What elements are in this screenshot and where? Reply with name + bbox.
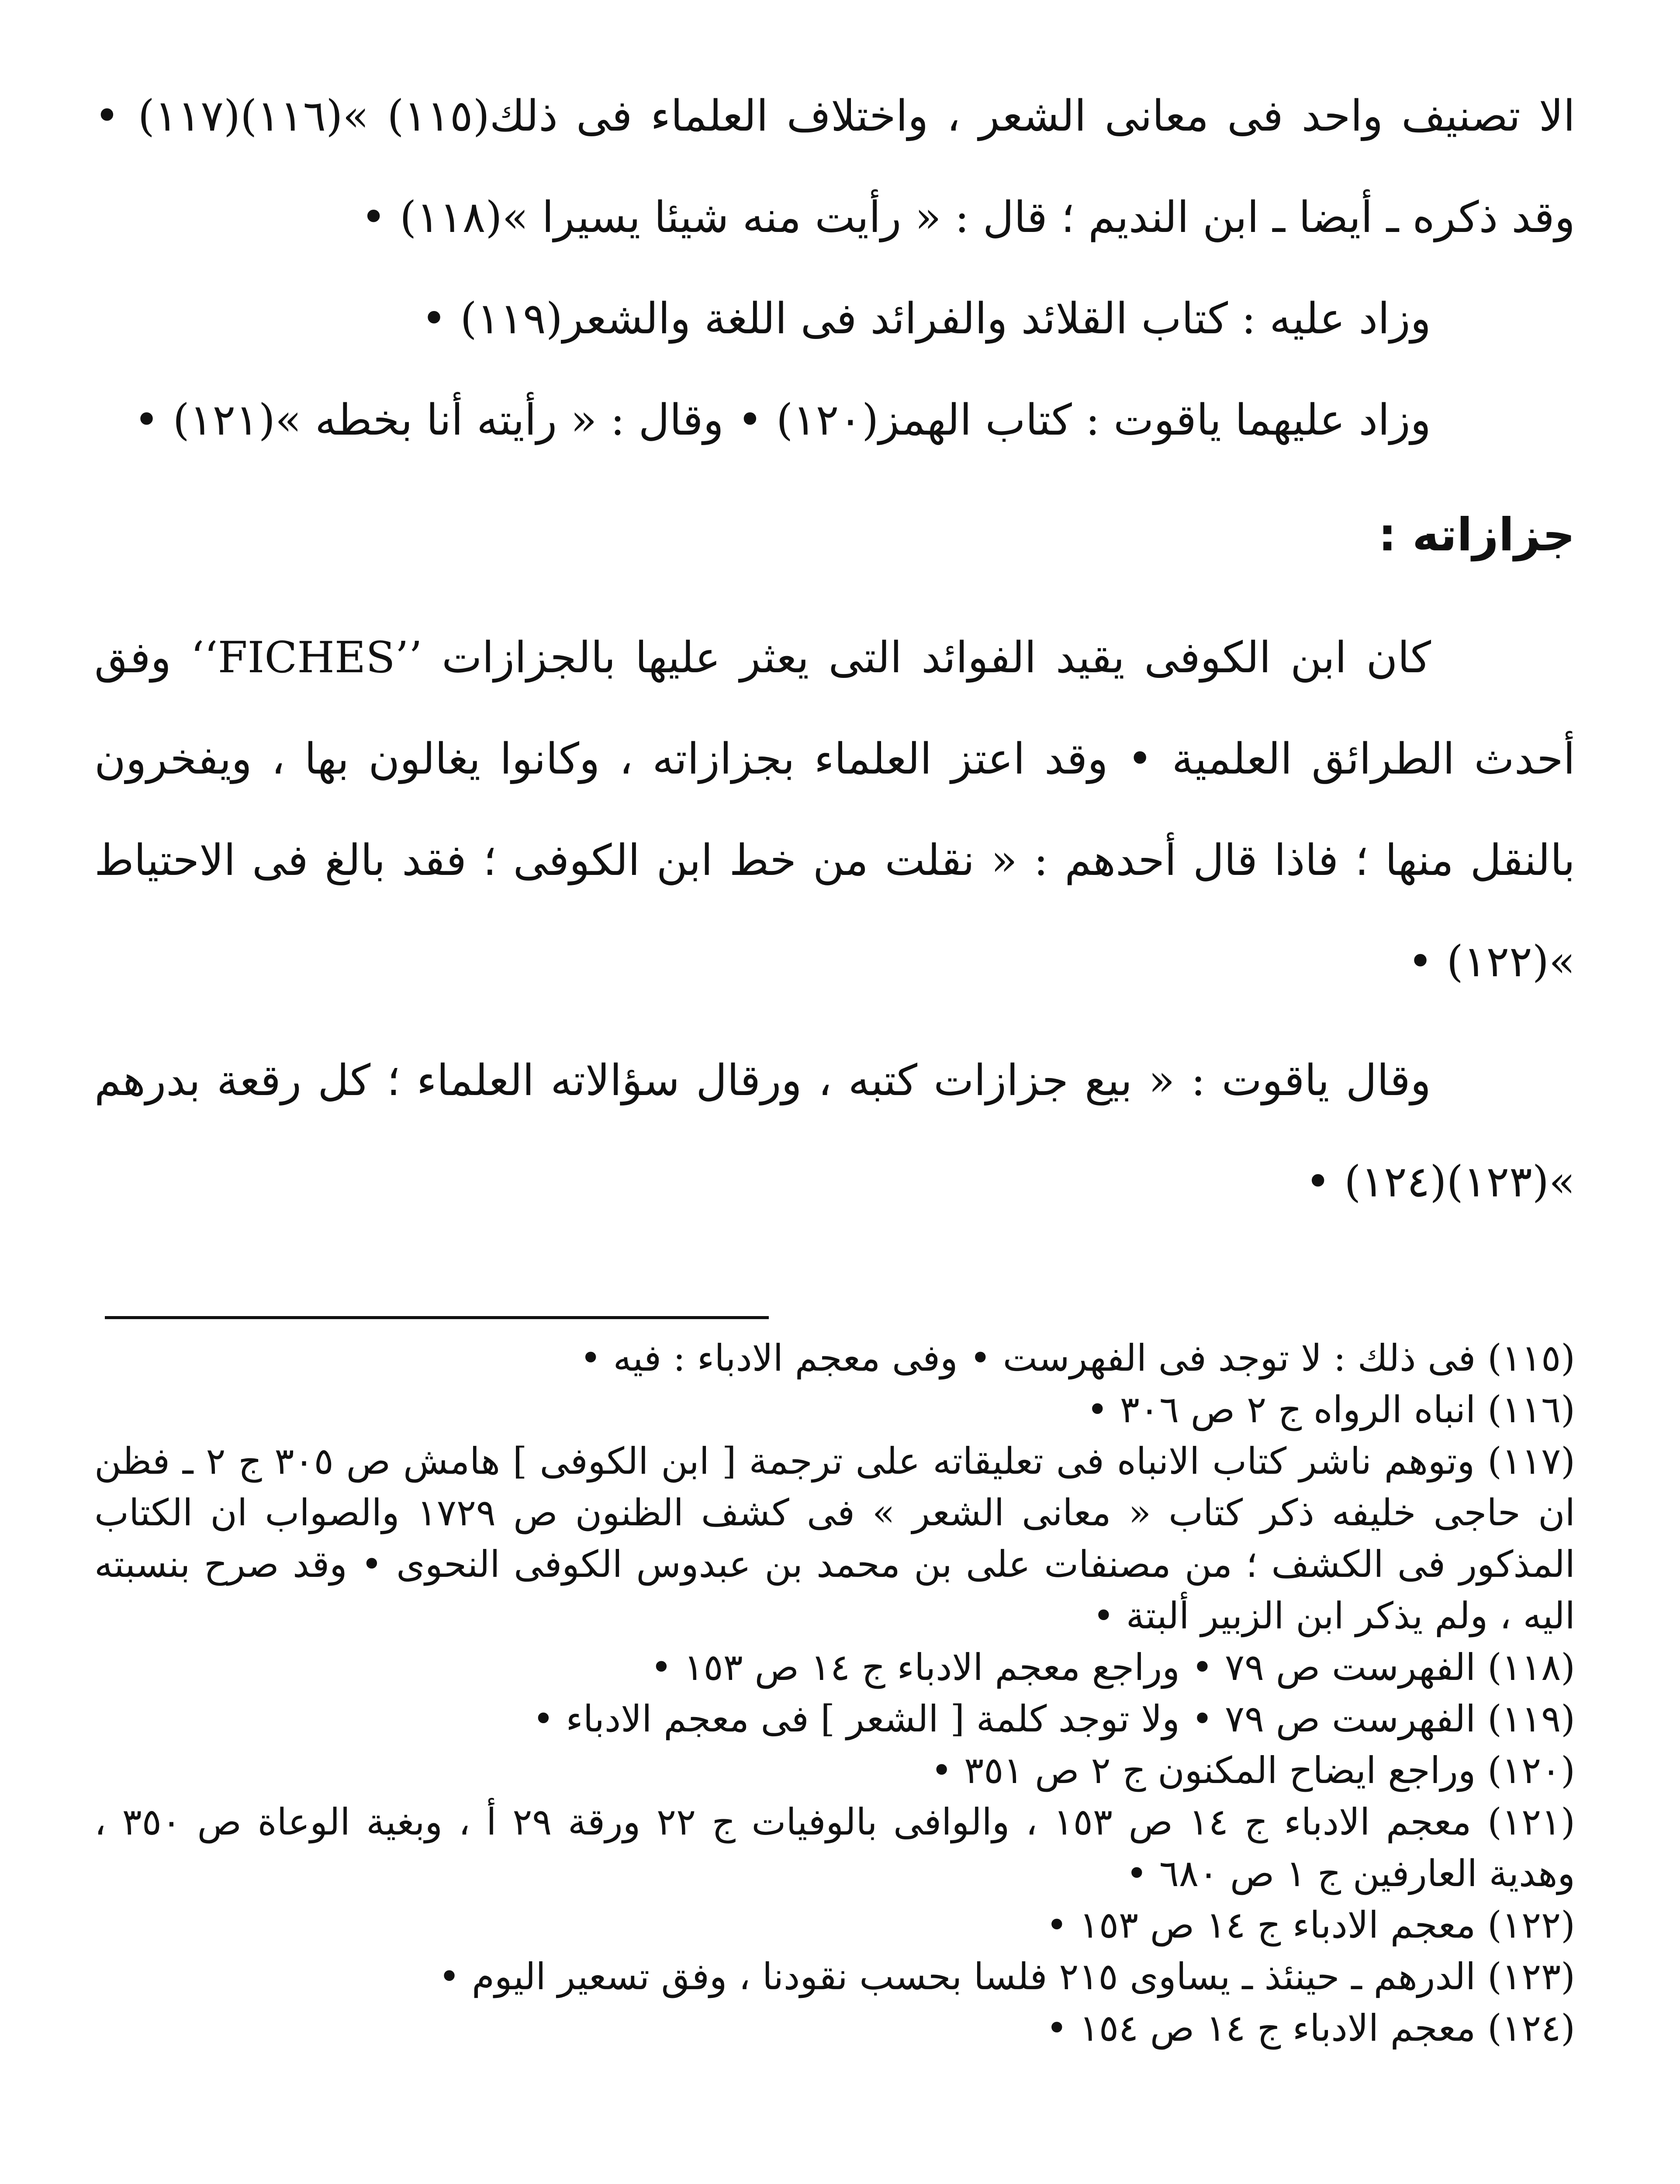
footnote-121: (١٢١) معجم الادباء ج ١٤ ص ١٥٣ ، والوافى بالوفيات ج ٢٢ ورقة ٢٩ أ ، وبغية الوعاة ص ٣٥٠ ، وهدية العارفين ج ١ ص ٦٨٠ •: [94, 1800, 1575, 1895]
footnote-116: (١١٦) انباه الرواه ج ٢ ص ٣٠٦ •: [1086, 1388, 1575, 1431]
paragraph-5: وقال ياقوت : « بيع جزازات كتبه ، ورقال سؤالاته العلماء ؛ كل رقعة بدرهم »(١٢٣)(١٢٤) •: [94, 1056, 1575, 1207]
footnote-124: (١٢٤) معجم الادباء ج ١٤ ص ١٥٤ •: [1046, 2007, 1575, 2049]
footnote-115: (١١٥) فى ذلك : لا توجد فى الفهرست • وفى معجم الادباء : فيه •: [580, 1337, 1575, 1379]
footnote-117: (١١٧) وتوهم ناشر كتاب الانباه فى تعليقاته على ترجمة [ ابن الكوفى ] هامش ص ٣٠٥ ج ٢ ـ فظن ان حاجى خليفه ذكر كتاب « معانى الشعر » فى كشف الظنون ص ١٧٢٩ والصواب ان الكتاب المذكور فى الكشف ؛ من مصنفات على بن محمد بن عبدوس الكوفى النحوى • وقد صرح بنسبته اليه ، ولم يذكر ابن الزبير ألبتة •: [94, 1440, 1576, 1637]
footnote-divider: [105, 1316, 769, 1319]
footnote-118: (١١٨) الفهرست ص ٧٩ • وراجع معجم الادباء ج ١٤ ص ١٥٣ •: [650, 1646, 1575, 1689]
footnotes: [94, 1332, 1575, 2054]
paragraph-4: كان ابن الكوفى يقيد الفوائد التى يعثر عليها بالجزازات ’’FICHES‘‘ وفق أحدث الطرائق العلمية • وقد اعتز العلماء بجزازاته ، وكانوا يغالون بها ، ويفخرون بالنقل منها ؛ فاذا قال أحدهم : « نقلت من خط ابن الكوفى ؛ فقد بالغ فى الاحتياط »(١٢٢) •: [94, 633, 1575, 987]
section-heading: جزازاته :: [1378, 508, 1575, 561]
main-text: [94, 66, 1575, 1233]
paragraph-3: وزاد عليهما ياقوت : كتاب الهمز(١٢٠) • وقال : « رأيته أنا بخطه »(١٢١) •: [134, 395, 1431, 445]
footnote-123: (١٢٣) الدرهم ـ حينئذ ـ يساوى ٢١٥ فلسا بحسب نقودنا ، وفق تسعير اليوم •: [438, 1955, 1575, 1998]
paragraph-2: وزاد عليه : كتاب القلائد والفرائد فى اللغة والشعر(١١٩) •: [421, 294, 1431, 344]
paragraph-1: الا تصنيف واحد فى معانى الشعر ، واختلاف العلماء فى ذلك(١١٥) »(١١٦)(١١٧) • وقد ذكره ـ أيضا ـ ابن النديم ؛ قال : « رأيت منه شيئا يسيرا »(١١٨) •: [94, 91, 1575, 242]
footnote-119: (١١٩) الفهرست ص ٧٩ • ولا توجد كلمة [ الشعر ] فى معجم الادباء •: [532, 1697, 1575, 1740]
footnote-120: (١٢٠) وراجع ايضاح المكنون ج ٢ ص ٣٥١ •: [930, 1749, 1575, 1792]
footnote-122: (١٢٢) معجم الادباء ج ١٤ ص ١٥٣ •: [1046, 1904, 1575, 1946]
